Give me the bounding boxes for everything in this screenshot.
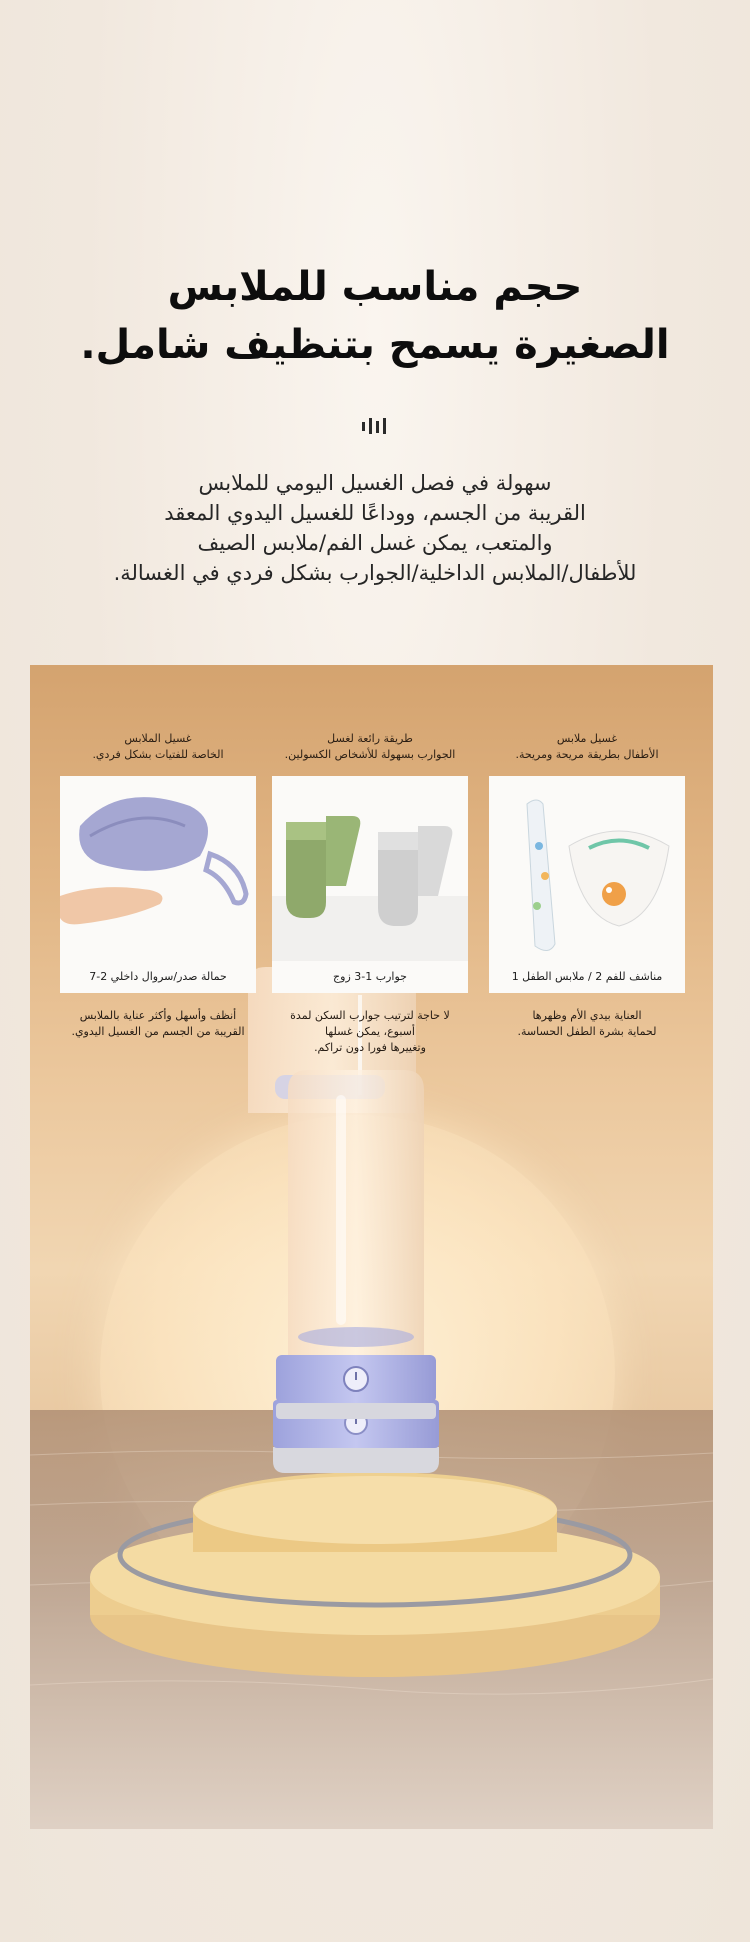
intro-line-1: سهولة في فصل الغسيل اليومي للملابس xyxy=(198,471,552,495)
card-2-desc-line-1: لا حاجة لترتيب جوارب السكن لمدة xyxy=(290,1009,450,1022)
card-2-label: جوارب 1-3 زوج xyxy=(333,970,407,983)
card-3-image xyxy=(60,776,256,993)
product-showcase-panel xyxy=(30,665,713,1829)
card-2-caption xyxy=(272,731,468,763)
card-1-image xyxy=(489,776,685,993)
intro-line-2: القريبة من الجسم، ووداعًا للغسيل اليدوي المعقد xyxy=(164,501,586,525)
title-line-1: حجم مناسب للملابس xyxy=(167,264,583,310)
card-2-caption-line-2: الجوارب بسهولة للأشخاص الكسولين. xyxy=(284,748,456,761)
card-3-caption-line-1: غسيل الملابس xyxy=(124,732,192,745)
card-1-label: مناشف للفم 2 / ملابس الطفل 1 xyxy=(511,970,663,983)
socks-icon xyxy=(272,776,468,961)
card-1-caption xyxy=(489,731,685,763)
card-2-image xyxy=(272,776,468,993)
card-2-desc-line-2: أسبوع، يمكن غسلها xyxy=(325,1025,415,1038)
card-3-caption xyxy=(60,731,256,763)
intro-paragraph xyxy=(40,468,710,588)
card-3-label: حمالة صدر/سروال داخلي 2-7 xyxy=(89,970,227,983)
card-1-caption-line-2: الأطفال بطريقة مريحة ومريحة. xyxy=(515,748,659,761)
card-3-description xyxy=(53,1008,263,1040)
intro-line-3: والمتعب، يمكن غسل الفم/ملابس الصيف xyxy=(197,531,553,555)
divider-bars-icon xyxy=(360,416,390,436)
bra-icon xyxy=(60,776,256,961)
card-2-caption-line-1: طريقة رائعة لغسل xyxy=(327,732,413,745)
card-1-desc-line-2: لحماية بشرة الطفل الحساسة. xyxy=(517,1025,657,1038)
card-3-caption-line-2: الخاصة للفتيات بشكل فردي. xyxy=(92,748,224,761)
title-line-2: الصغيرة يسمح بتنظيف شامل. xyxy=(80,322,670,368)
card-2-description xyxy=(265,1008,475,1056)
page-title xyxy=(0,258,750,374)
card-1-description xyxy=(482,1008,692,1040)
intro-line-4: للأطفال/الملابس الداخلية/الجوارب بشكل فردي في الغسالة. xyxy=(113,561,637,585)
card-3-desc-line-1: أنظف وأسهل وأكثر عناية بالملابس xyxy=(79,1009,237,1022)
card-3-desc-line-2: القريبة من الجسم من الغسيل اليدوي. xyxy=(71,1025,245,1038)
card-1-caption-line-1: غسيل ملابس xyxy=(556,732,618,745)
baby-bib-icon xyxy=(489,776,685,961)
card-2-desc-line-3: وتغييرها فورا دون تراكم. xyxy=(314,1041,426,1054)
card-1-desc-line-1: العناية بيدي الأم وظهرها xyxy=(532,1009,642,1022)
